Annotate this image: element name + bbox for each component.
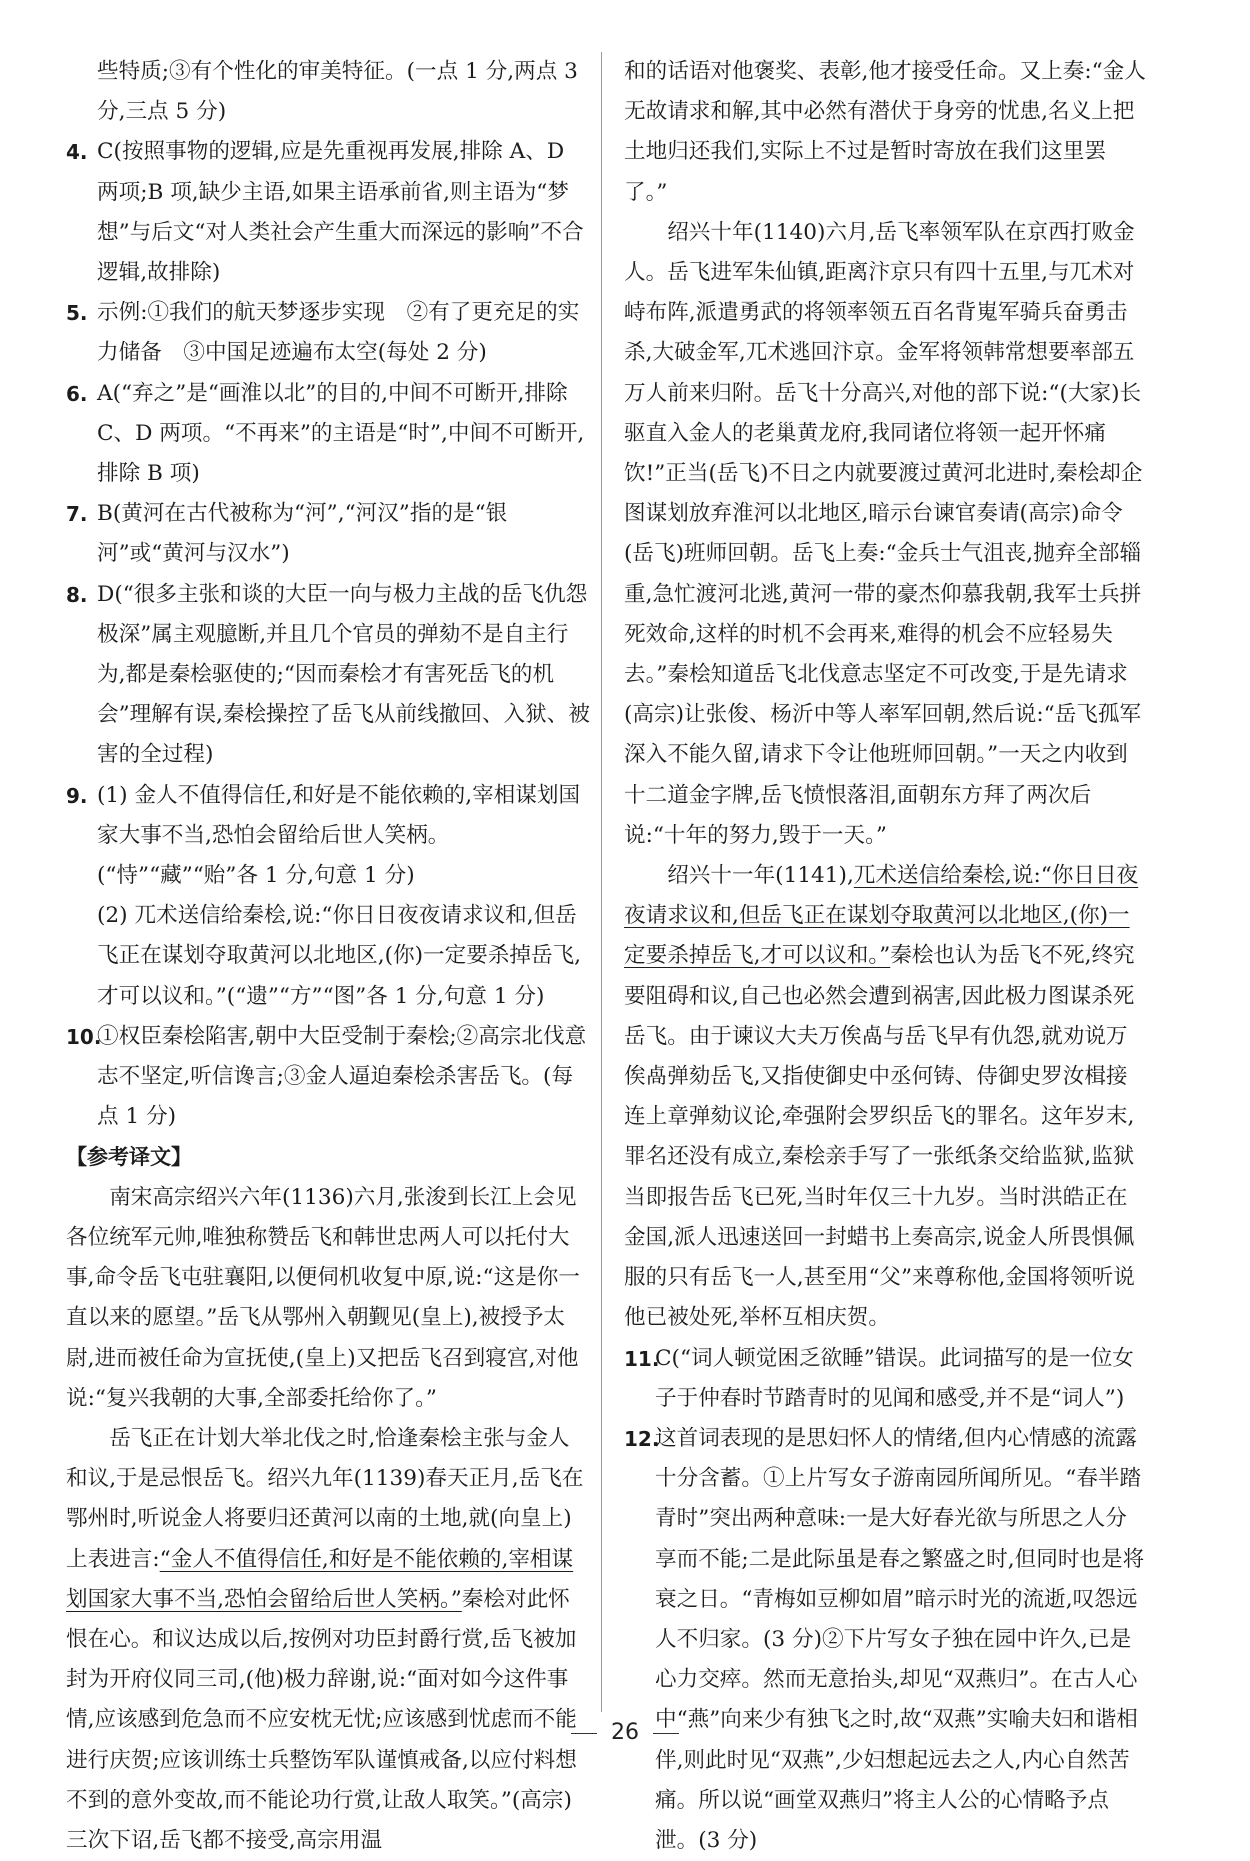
footer-dash: [653, 1733, 679, 1734]
translation-paragraph: [66, 1419, 590, 1861]
plain-text: 岳飞正在计划大举北伐之时,恰逢秦桧主张与金人和议,于是忌恨岳飞。绍兴九年(1139)春天正月,岳飞在鄂州时,听说金人将要归还黄河以南的土地,就(向皇上)上表进言:: [66, 1425, 584, 1572]
plain-text: 绍兴十一年(1141),: [667, 863, 854, 889]
answer-number: 5.: [66, 301, 88, 326]
answer-number: 11.: [624, 1346, 660, 1371]
page-number: 26: [611, 1720, 639, 1745]
answer-number: 10.: [66, 1024, 102, 1049]
answer-item: [66, 293, 590, 373]
answer-text: (1) 金人不值得信任,和好是不能依赖的,宰相谋划国家大事不当,恐怕会留给后世人笑柄。(“恃”“藏”“贻”各 1 分,句意 1 分): [97, 782, 581, 889]
plain-text: 秦桧对此怀恨在心。和议达成以后,按例对功臣封爵行赏,岳飞被加封为开府仪同三司,(他)极力辞谢,说:“面对如今这件事情,应该感到危急而不应安枕无忧;应该感到忧虑而不能进行庆贺;应该训练士兵整饬军队谨慎戒备,以应付料想不到的意外变故,而不能论功行赏,让敌人取笑。”(高宗)三次下诏,岳飞都不接受,高宗用温: [66, 1586, 577, 1853]
underlined-text: “金人不值得信任,和好是不能依赖的,宰相谋划国家大事不当,恐怕会留给后世人笑柄。”: [66, 1546, 574, 1612]
page-footer: [0, 1720, 1250, 1745]
answer-item: [66, 374, 590, 495]
answer-item: [66, 1017, 590, 1138]
column-divider: [601, 52, 602, 1712]
answer-item: [624, 1419, 1148, 1861]
answer-item: [66, 776, 590, 897]
answer-item: [66, 575, 590, 776]
answer-number: 6.: [66, 381, 88, 406]
translation-paragraph: 绍兴十年(1140)六月,岳飞率领军队在京西打败金人。岳飞进军朱仙镇,距离汴京只有四十五里,与兀术对峙布阵,派遣勇武的将领率领五百名背嵬军骑兵奋勇击杀,大破金军,兀术逃回汴京。金军将领韩常想要率部五万人前来归附。岳飞十分高兴,对他的部下说:“(大家)长驱直入金人的老巢黄龙府,我同诸位将领一起开怀痛饮!”正当(岳飞)不日之内就要渡过黄河北进时,秦桧却企图谋划放弃淮河以北地区,暗示台谏官奏请(高宗)命令(岳飞)班师回朝。岳飞上奏:“金兵士气沮丧,抛弃全部辎重,急忙渡河北逃,黄河一带的豪杰仰慕我朝,我军士兵拼死效命,这样的时机不会再来,难得的机会不应轻易失去。”秦桧知道岳飞北伐意志坚定不可改变,于是先请求(高宗)让张俊、杨沂中等人率军回朝,然后说:“岳飞孤军深入不能久留,请求下令让他班师回朝。”一天之内收到十二道金字牌,岳飞愤恨落泪,面朝东方拜了两次后说:“十年的努力,毁于一天。”: [624, 219, 1143, 848]
left-column: [66, 52, 590, 1861]
answer-number: 7.: [66, 502, 88, 527]
answer-text: C(“词人顿觉困乏欲睡”错误。此词描写的是一位女子于仲春时节踏青时的见闻和感受,并不是“词人”): [655, 1345, 1134, 1411]
translation-paragraph: 南宋高宗绍兴六年(1136)六月,张浚到长江上会见各位统军元帅,唯独称赞岳飞和韩世忠两人可以托付大事,命令岳飞屯驻襄阳,以便伺机收复中原,说:“这是你一直以来的愿望。”岳飞从鄂州入朝觐见(皇上),被授予太尉,进而被任命为宣抚使,(皇上)又把岳飞召到寝宫,对他说:“复兴我朝的大事,全部委托给你了。”: [66, 1184, 580, 1411]
answer-text: A(“弃之”是“画淮以北”的目的,中间不可断开,排除 C、D 两项。“不再来”的主语是“时”,中间不可断开,排除 B 项): [97, 380, 585, 487]
answer-number: 8.: [66, 582, 88, 607]
translation-heading: 【参考译文】: [66, 1145, 192, 1170]
answer-text: B(黄河在古代被称为“河”,“河汉”指的是“银河”或“黄河与汉水”): [97, 501, 508, 567]
footer-dash: [571, 1733, 597, 1734]
answer-item: [624, 1339, 1148, 1419]
underlined-text: 兀术送信给秦桧,说:“你日日夜夜请求议和,但岳飞正在谋划夺取黄河以北地区,(你)一定要杀掉岳飞,才可以议和。”: [624, 863, 1139, 969]
answer-number: 12.: [624, 1426, 660, 1451]
translation-paragraph: [624, 856, 1148, 1338]
answer-text: 这首词表现的是思妇怀人的情绪,但内心情感的流露十分含蓄。①上片写女子游南园所闻所见。“春半踏青时”突出两种意味:一是大好春光欲与所思之人分享而不能;二是此际虽是春之繁盛之时,但同时也是将衰之日。“青梅如豆柳如眉”暗示时光的流逝,叹怨远人不归家。(3 分)②下片写女子独在园中许久,已是心力交瘁。然而无意抬头,却见“双燕归”。在古人心中“燕”向来少有独飞之时,故“双燕”实喻夫妇和谐相伴,则此时见“双燕”,少妇想起远去之人,内心自然苦痛。所以说“画堂双燕归”将主人公的心情略予点泄。(3 分): [655, 1425, 1145, 1853]
answer-text: D(“很多主张和谈的大臣一向与极力主战的岳飞仇怨极深”属主观臆断,并且几个官员的弹劾不是自主行为,都是秦桧驱使的;“因而秦桧才有害死岳飞的机会”理解有误,秦桧操控了岳飞从前线撤回、入狱、被害的全过程): [97, 581, 590, 768]
answer-item: [66, 132, 590, 293]
plain-text: 秦桧也认为岳飞不死,终究要阻碍和议,自己也必然会遭到祸害,因此极力图谋杀死岳飞。由于谏议大夫万俟卨与岳飞早有仇怨,就劝说万俟卨弹劾岳飞,又指使御史中丞何铸、侍御史罗汝楫接连上章弹劾议论,牵强附会罗织岳飞的罪名。这年岁末,罪名还没有成立,秦桧亲手写了一张纸条交给监狱,监狱当即报告岳飞已死,当时年仅三十九岁。当时洪皓正在金国,派人迅速送回一封蜡书上奏高宗,说金人所畏惧佩服的只有岳飞一人,甚至用“父”来尊称他,金国将领听说他已被处死,举杯互相庆贺。: [624, 943, 1135, 1331]
continued-answer-text: 些特质;③有个性化的审美特征。(一点 1 分,两点 3 分,三点 5 分): [97, 59, 578, 125]
right-column: [624, 52, 1148, 1861]
answer-item: [66, 494, 590, 574]
answer-text: ①权臣秦桧陷害,朝中大臣受制于秦桧;②高宗北伐意志不坚定,听信谗言;③金人逼迫秦桧杀害岳飞。(每点 1 分): [97, 1023, 587, 1130]
answer-number: 9.: [66, 783, 88, 808]
answer-text: C(按照事物的逻辑,应是先重视再发展,排除 A、D 两项;B 项,缺少主语,如果主语承前省,则主语为“梦想”与后文“对人类社会产生重大而深远的影响”不合逻辑,故排除): [97, 139, 584, 286]
continued-translation-text: 和的话语对他褒奖、表彰,他才接受任命。又上奏:“金人无故请求和解,其中必然有潜伏于身旁的忧患,名义上把土地归还我们,实际上不过是暂时寄放在我们这里罢了。”: [624, 59, 1146, 205]
answer-subitem: (2) 兀术送信给秦桧,说:“你日日夜夜请求议和,但岳飞正在谋划夺取黄河以北地区,(你)一定要杀掉岳飞,才可以议和。”(“遗”“方”“图”各 1 分,句意 1 分): [97, 903, 582, 1009]
answer-number: 4.: [66, 140, 88, 165]
answer-text: 示例:①我们的航天梦逐步实现 ②有了更充足的实力储备 ③中国足迹遍布太空(每处 2 分): [97, 300, 580, 366]
